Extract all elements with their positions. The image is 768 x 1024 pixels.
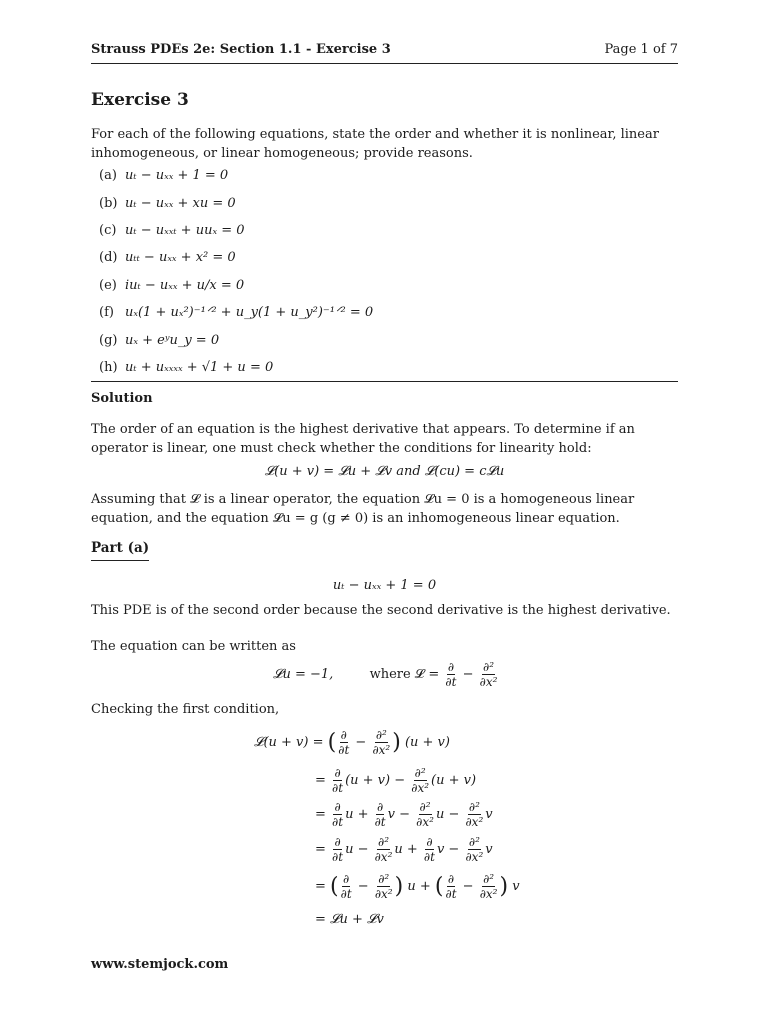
derivation-line: = $\frac{\partial}{\partial t}$ u + $\frac{\partial}{\partial t}$ v − $\frac{\text{∂²}}{\text{∂x²}}$ u − $\frac{\text{∂²}}{\text{∂x²}}$ v xyxy=(315,800,493,829)
equation-item xyxy=(99,305,373,320)
page-number: Page 1 of 7 xyxy=(604,42,678,57)
section-rule xyxy=(91,381,678,382)
derivation-line: = ( $\frac{\partial}{\partial t}$ − $\frac{\text{∂²}}{\text{∂x²}}$ ) u + ( $\frac{\partial}{\partial t}$ − $\frac{\text{∂²}}{\text{∂x²}}$ ) v xyxy=(315,872,520,901)
operator-where: where 𝓛 = xyxy=(369,667,440,682)
item-equation: uₜ − uₓₓ + 1 = 0 xyxy=(125,168,229,183)
derivation-line: 𝓛(u + v) = ( $\frac{\partial}{\partial t}$ − $\frac{\text{∂²}}{\text{∂x²}}$ ) (u + v) xyxy=(254,728,450,757)
footer-url: www.stemjock.com xyxy=(91,957,229,972)
equation-item xyxy=(99,250,236,265)
equation-item xyxy=(99,223,245,238)
header-title: Strauss PDEs 2e: Section 1.1 - Exercise 3 xyxy=(91,42,391,57)
part-paragraph: The equation can be written as xyxy=(91,639,296,654)
exercise-title: Exercise 3 xyxy=(91,90,189,110)
item-equation: iuₜ − uₓₓ + u/x = 0 xyxy=(125,278,245,293)
equation-item xyxy=(99,196,236,211)
header-rule xyxy=(91,63,678,64)
item-equation: uₜ − uₓₓₜ + uuₓ = 0 xyxy=(125,223,245,238)
derivation-line: = $\frac{\partial}{\partial t}$ u − $\frac{\text{∂²}}{\text{∂x²}}$ u + $\frac{\partial}{\partial t}$ v − $\frac{\text{∂²}}{\text{∂x²}}$ v xyxy=(315,835,493,864)
fraction: $\frac{\text{∂²}}{\text{∂x²}}$ xyxy=(479,660,498,689)
item-label: (g) xyxy=(99,333,118,348)
solution-paragraph: Assuming that 𝓛 is a linear operator, the equation 𝓛u = 0 is a homogeneous linear equation, and the equation 𝓛u = g (g ≠ 0) is an inhomogeneous linear equation. xyxy=(91,492,635,526)
equation-item xyxy=(99,360,273,375)
document-page xyxy=(91,0,678,1024)
item-label: (b) xyxy=(99,196,118,211)
equation-item xyxy=(99,333,219,348)
solution-heading: Solution xyxy=(91,391,153,406)
operator-definition: 𝓛u = −1, where 𝓛 = $\frac{\partial}{\partial t}$ − $\frac{\text{∂²}}{\text{∂x²}}$ xyxy=(273,660,498,689)
part-equation: uₜ − uₓₓ + 1 = 0 xyxy=(332,578,437,593)
operator-lhs: 𝓛u = −1, xyxy=(273,667,334,682)
part-paragraph: Checking the first condition, xyxy=(91,702,280,717)
derivation-line: = $\frac{\partial}{\partial t}$ (u + v) − $\frac{\text{∂²}}{\text{∂x²}}$ (u + v) xyxy=(315,766,477,795)
derivation-line: = 𝓛u + 𝓛v xyxy=(315,912,384,927)
item-label: (a) xyxy=(99,168,117,183)
equation-item xyxy=(99,168,228,183)
fraction: $\frac{\partial}{\partial t}$ xyxy=(445,660,457,689)
equation-item xyxy=(99,278,244,293)
item-label: (h) xyxy=(99,360,118,375)
item-label: (f) xyxy=(99,305,114,320)
linearity-condition: 𝓛(u + v) = 𝓛u + 𝓛v and 𝓛(cu) = c𝓛u xyxy=(264,464,505,479)
part-paragraph: This PDE is of the second order because the second derivative is the highest derivative. xyxy=(91,603,671,618)
item-equation: uₓ + eʸu_y = 0 xyxy=(125,333,220,348)
part-heading: Part (a) xyxy=(91,540,149,561)
item-equation: uₓ(1 + uₓ²)⁻¹ᐟ² + u_y(1 + u_y²)⁻¹ᐟ² = 0 xyxy=(125,305,374,320)
page-header xyxy=(91,42,678,62)
item-equation: uₜ + uₓₓₓₓ + √1 + u = 0 xyxy=(125,360,274,375)
exercise-intro: For each of the following equations, state the order and whether it is nonlinear, linear inhomogeneous, or linear homogeneous; provide reasons. xyxy=(91,127,659,161)
item-equation: uₜₜ − uₓₓ + x² = 0 xyxy=(125,250,236,265)
item-label: (d) xyxy=(99,250,118,265)
solution-paragraph: The order of an equation is the highest derivative that appears. To determine if an operator is linear, one must check whether the conditions for linearity hold: xyxy=(91,422,635,456)
item-label: (e) xyxy=(99,278,117,293)
item-label: (c) xyxy=(99,223,117,238)
item-equation: uₜ − uₓₓ + xu = 0 xyxy=(125,196,236,211)
